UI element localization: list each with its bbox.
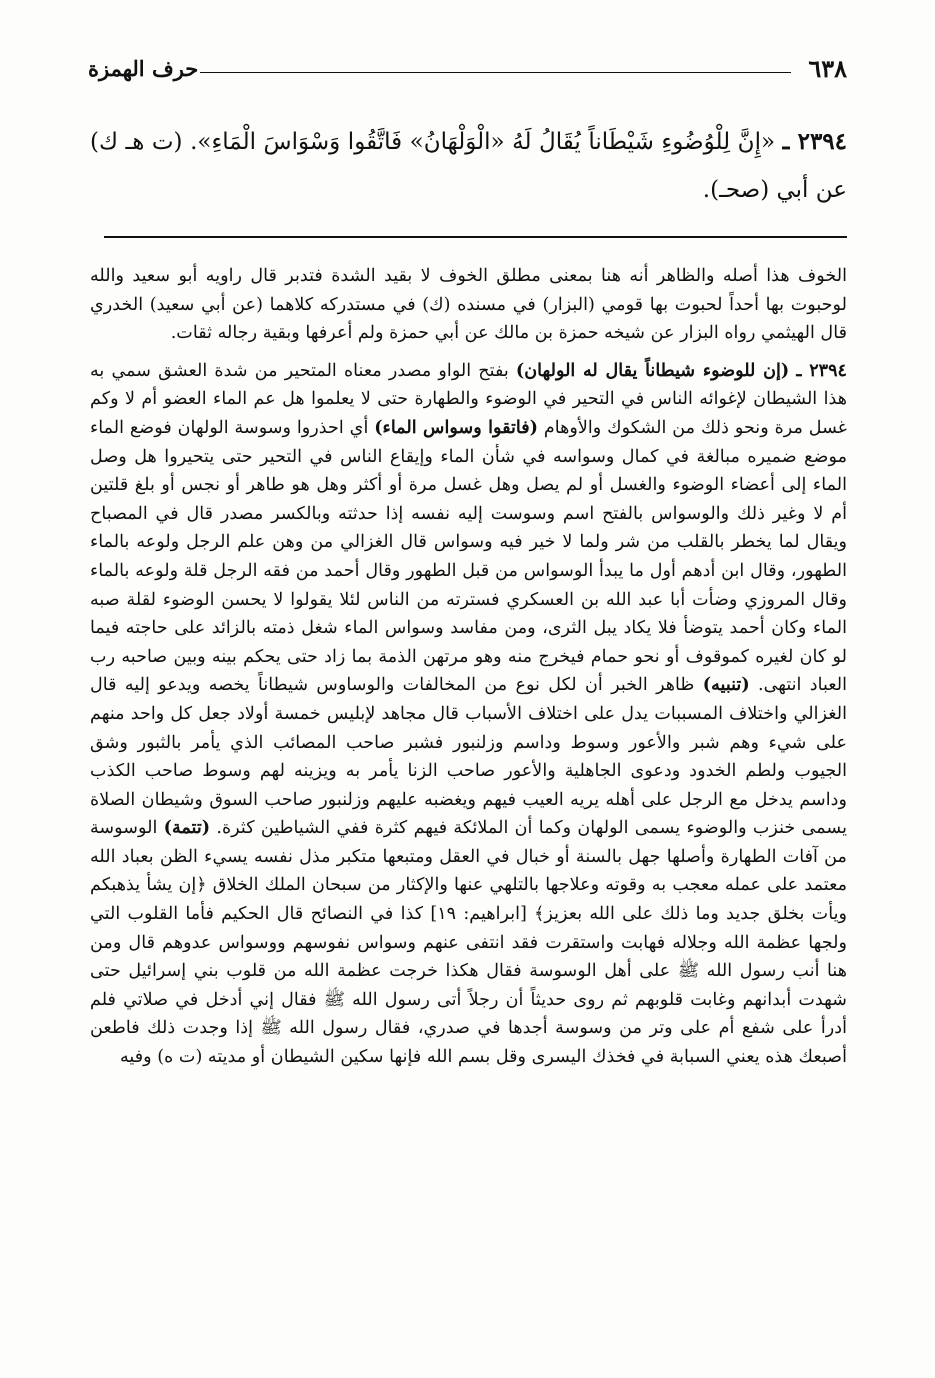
- entry-text-part4: الوسوسة من آفات الطهارة وأصلها جهل بالسنة أو خبال في العقل ومتبعها متكبر مذل نفسه يسيء الظن بعباد الله معتمد على عمله معجب به وقوته وعلاجها بالتلهي عنها والإكثار من سبحان الملك الخلاق ﴿إن يشأ يذهبكم ويأت بخلق جديد وما ذلك على الله بعزيز﴾ [ابراهيم: ١٩] كذا في النصائح قال الحكيم فأما القلوب التي ولجها عظمة الله وجلاله فهابت واستقرت فقد انتفى عنهم وسواس نفوسهم ووسواس عدوهم قال ومن هنا أنب رسول الله ﷺ على أهل الوسوسة فقال هكذا خرجت عظمة الله من قلوب بني إسرائيل حتى شهدت أبدانهم وغابت قلوبهم ثم روى حديثاً أن رجلاً أتى رسول الله ﷺ فقال إني أدخل في صلاتي فلم أدرأ على شفع أم على وتر من وسوسة أجدها في صدري، فقال رسول الله ﷺ إذا وجدت ذلك فاطعن أصبعك هذه يعني السبابة في فخذك اليسرى وقل بسم الله فإنها سكين الشيطان أو مديته (ت ه) وفيه: [90, 818, 848, 1068]
- entry-text-part3: ظاهر الخبر أن لكل نوع من المخالفات والوساوس شيطاناً يخصه ويدعو إليه قال الغزالي واختلاف المسببات يدل على اختلاف الأسباب قال مجاهد لإبليس خمسة أولاد جعل كل واحد منهم على شيء وهم شبر والأعور وسوط وداسم وزلنبور فشبر صاحب المصائب الذي يأمر بالثبور وشق الجيوب ولطم الخدود ودعوى الجاهلية والأعور صاحب الزنا يأمر به ويزينه لهم وسوط صاحب الكذب وداسم يدخل مع الرجل على أهله يريه العيب فيهم ويغضبه عليهم وزلنبور صاحب السوق وشيطان الصلاة يسمى خنزب والوضوء يسمى الولهان وكما أن الملائكة فيهم كثرة ففي الشياطين كثرة.: [90, 675, 848, 839]
- entry-tatimma-label: (تتمة): [163, 817, 211, 839]
- chapter-title: حرف الهمزة: [88, 56, 199, 81]
- commentary-entry: [90, 357, 847, 1072]
- entry-text-part2: أي احذروا وسوسة الولهان فوضع الماء موضع ضميره مبالغة في كمال وسواسه في شأن الماء وإيقاع الناس في التحير حتى يتحيروا هل وصل الماء إلى أعضاء الوضوء والغسل أو لم يصل وهل غسل مرة أو أكثر وهل هو طاهر أو نجس أو بلغ قلتين أم لا وغير ذلك والوسواس بالفتح اسم وسوست إليه نفسه إذا حدثته وبالكسر مصدر قال في المصباح ويقال لما يخطر بالقلب من شر ولما لا خير فيه وسواس قال الغزالي من وهن علم الرجل ولوعه بالماء الطهور، وقال ابن أدهم أول ما يبدأ الوسواس من قبل الطهور وقال أحمد من فقه الرجل قلة ولوعه بالماء وقال المروزي وضأت أبا عبد الله بن العسكري فسترته من الناس لئلا يقولوا لا يحسن الوضوء لقلة صبه الماء وكان أحمد يتوضأ فلا يكاد يبل الثرى، ومن مفاسد وسواس الماء شغل ذمته بالزائد على حاجته فيما لو كان لغيره كموقوف أو نحو حمام فيخرج منه وهو مرتهن الذمة بما زاد حتى يحكم بينه وبين صاحبه رب العباد انتهى.: [90, 417, 848, 696]
- hadith-text: «إِنَّ لِلْوُضُوءِ شَيْطَاناً يُقَالُ لَهُ «الْوَلْهَانُ» فَاتَّقُوا وَسْوَاسَ الْمَاءِ». (ت هـ ك) عن أبي (صحـ).: [90, 129, 847, 203]
- hadith-number: ٢٣٩٤ ـ: [782, 128, 848, 155]
- page-number: ٦٣٨: [808, 54, 847, 83]
- entry-number: ٢٣٩٤ ـ: [796, 359, 847, 381]
- entry-lemma: (إن للوضوء شيطاناً يقال له الولهان): [515, 359, 790, 381]
- entry-text-part1: بفتح الواو مصدر معناه المتحير من شدة العشق سمي به هذا الشيطان لإغوائه الناس في التحير في الوضوء والطهارة حتى لا يعلموا هل عم الماء العضو أم لا وكم غسل مرة ونحو ذلك من الشكوك والأوهام: [90, 360, 848, 438]
- page-header: [88, 48, 847, 88]
- entry-note-label: (تنبيه): [702, 674, 750, 696]
- commentary-block: [90, 262, 847, 1072]
- entry-quote: (فاتقوا وسواس الماء): [374, 416, 538, 438]
- commentary-continuation: الخوف هذا أصله والظاهر أنه هنا بمعنى مطلق الخوف لا بقيد الشدة فتدبر قال راويه أبو سعيد والله لوحبوت بها أحداً لحبوت بها قومي (البزار) في مسنده (ك) في مستدركه كلاهما (عن أبي سعيد) الخدري قال الهيثمي رواه البزار عن شيخه حمزة بن مالك عن أبي حمزة ولم أعرفها وبقية رجاله ثقات.: [90, 266, 847, 344]
- hadith-text-block: [90, 118, 847, 214]
- section-divider: [104, 236, 847, 238]
- header-rule: [200, 72, 791, 73]
